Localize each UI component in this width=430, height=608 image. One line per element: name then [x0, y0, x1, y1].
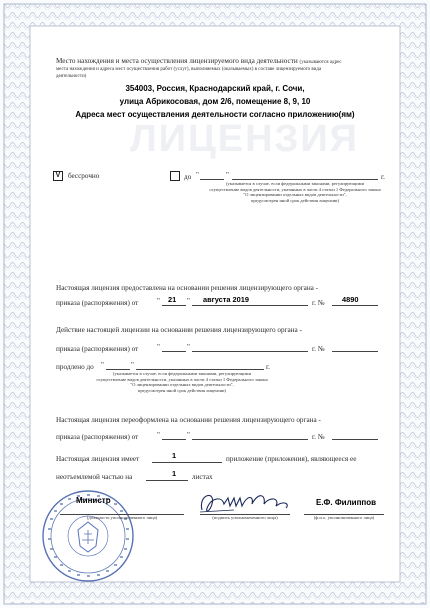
until-label: до: [184, 173, 192, 181]
action-year-suffix: г. №: [312, 345, 325, 353]
header-line2: места нахождения и адреса мест осуществления работ (услуг), выполняемых (оказываемых) в составе лицензируемого вида: [56, 67, 322, 72]
action-extended-label: продлено до: [56, 363, 94, 371]
appendix-sheets-label: листах: [192, 473, 213, 481]
reissue-year-suffix: г. №: [312, 433, 325, 441]
until-day-line: [200, 179, 224, 180]
indefinite-checkbox[interactable]: V: [53, 171, 63, 181]
license-page: ЛИЦЕНЗИЯ Место нахождения и места осуществления лицензируемого вида деятельности (указываются адрес места нахождения и адреса мест осуществления работ (услуг), выполняемых (оказываемых) в составе лицензируемого вида деятельности) 354003, Россия, Краснодарский край, г. Сочи, улица Абрикосовая, дом 2/6, помещение 8, 9, 10 Адреса мест осуществления деятельности согласно приложению(ям) V бессрочно до " " г. (указывается в случае, если федеральными законами, регулирующими осуществление видов деятельности, указанных в части 4 статьи 1 Федерального закона "О лицензировании отдельных видов деятельности", предусмотрен иной срок действия лицензии) Настоящая лицензия предоставлена на основании решения лицензирующего органа - приказа (распоряжения) от " 21 " августа 2019 г. № 4890 Действие настоящей лицензии на основании решения лицензирующего органа - приказа (распоряжения) от " " г. № продлено до " " г. (указывается в случае, если федеральными законами, регулирующими осуществление видов деятельности, указанных в части 4 статьи 1 Федерального закона "О лицензировании отдельных видов деятельности", предусмотрен иной срок действия лицензии) Настоящая лицензия переоформлена на основании решения лицензирующего органа - приказа (распоряжения) от " " г. № Настоящая лицензия имеет 1 приложение (приложения), являющееся ее неотъемлемой частью на 1 листах Министр (должность уполномоченного лица) (подпись уполномоченного лица) Е.Ф. Филиппов (ф.и.о. уполномоченного лица): [0, 0, 430, 608]
until-year-suffix: г.: [381, 173, 385, 181]
header-line1: Место нахождения и места осуществления лицензируемого вида деятельности (указываются адрес: [56, 57, 342, 65]
signer-position: Министр: [76, 496, 111, 505]
appendix-count: 1: [172, 451, 177, 460]
appendix-has-label: Настоящая лицензия имеет: [56, 455, 140, 463]
validity-caption: (указывается в случае, если федеральными законами, регулирующими осуществление видов деятельности, указанных в части 4 статьи 1 Федерального закона "О лицензировании отдельных видов деятельности", предусмотрен иной срок действия лицензии): [209, 181, 381, 203]
until-quote-open: ": [196, 171, 199, 179]
address-line2: улица Абрикосовая, дом 2/6, помещение 8, 9, 10: [119, 97, 311, 106]
signer-position-caption: (должность уполномоченного лица): [86, 515, 158, 520]
grant-number: 4890: [342, 295, 359, 304]
grant-month-year: августа 2019: [203, 295, 249, 304]
appendix-part-label: неотъемлемой частью на: [56, 473, 133, 481]
action-caption: (указывается в случае, если федеральными законами, регулирующими осуществление видов деятельности, указанных в части 4 статьи 1 Федерального закона "О лицензировании отдельных видов деятельности", предусмотрен иной срок действия лицензии): [96, 371, 268, 393]
reissue-line1: Настоящая лицензия переоформлена на основании решения лицензирующего органа -: [56, 416, 321, 424]
header-line3: деятельности): [56, 74, 87, 79]
appendix-label: приложение (приложения), являющееся ее: [226, 455, 357, 463]
until-date-line: [232, 179, 378, 180]
address-line3: Адреса мест осуществления деятельности согласно приложению(ям): [75, 110, 355, 119]
appendix-sheets: 1: [172, 469, 177, 478]
action-year-suffix2: г.: [266, 363, 270, 371]
signer-name-caption: (ф.и.о. уполномоченного лица): [313, 515, 375, 520]
indefinite-label: бессрочно: [68, 172, 100, 180]
address-line1: 354003, Россия, Краснодарский край, г. Сочи,: [125, 84, 305, 93]
until-quote-close: ": [226, 171, 229, 179]
signer-name: Е.Ф. Филиппов: [316, 498, 377, 507]
grant-year-suffix: г. №: [312, 299, 325, 307]
background-watermark: ЛИЦЕНЗИЯ: [130, 118, 359, 160]
action-order-label: приказа (распоряжения) от: [56, 345, 139, 353]
until-checkbox[interactable]: [170, 171, 180, 181]
action-line1: Действие настоящей лицензии на основании решения лицензирующего органа -: [56, 326, 302, 334]
grant-order-label: приказа (распоряжения) от: [56, 299, 139, 307]
signer-signature-caption: (подпись уполномоченного лица): [212, 515, 278, 520]
grant-day: 21: [168, 295, 177, 304]
grant-line1: Настоящая лицензия предоставлена на основании решения лицензирующего органа -: [56, 284, 319, 292]
reissue-order-label: приказа (распоряжения) от: [56, 433, 139, 441]
